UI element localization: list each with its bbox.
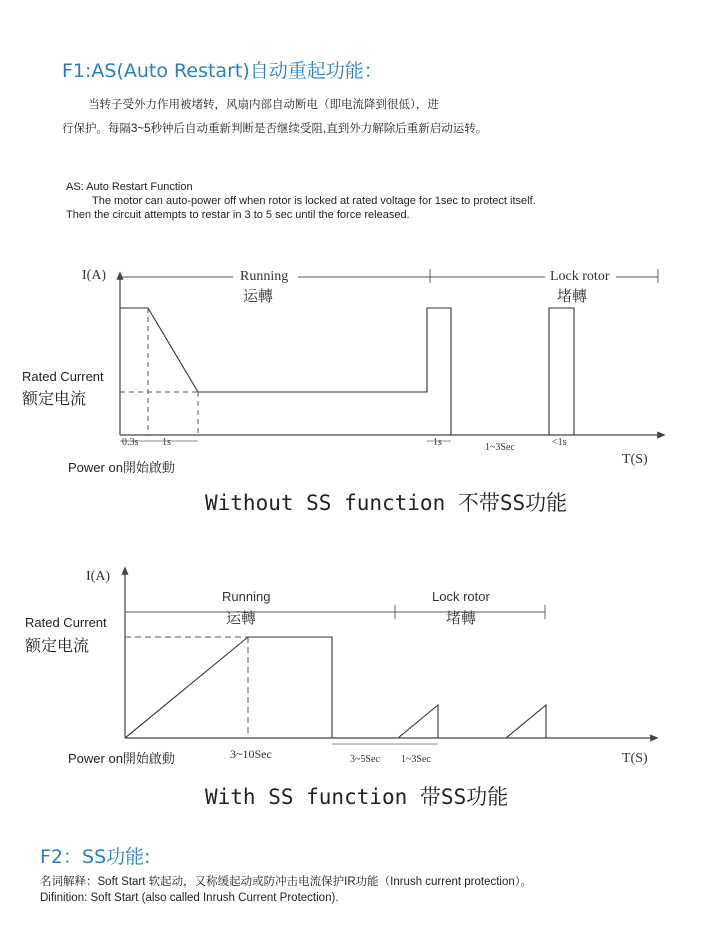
y-axis-label: I(A) (82, 268, 107, 283)
caption-with-ss: With SS function 带SS功能 (205, 785, 509, 809)
time-0-3s: 0.3s (122, 437, 139, 448)
f2-en-line: Difinition: Soft Start (also called Inrush Current Protection). (40, 892, 339, 904)
diagram-without-ss (0, 255, 720, 485)
running-label-cn-2: 运轉 (226, 609, 257, 627)
rated-current-label-1: Rated Current (22, 369, 104, 384)
time-1-3sec: 1~3Sec (485, 442, 515, 453)
soft-start-waveform (125, 637, 546, 738)
diagram-with-ss (0, 550, 720, 780)
lock-label: Lock rotor (550, 269, 610, 284)
f1-en-line1: The motor can auto-power off when rotor is locked at rated voltage for 1sec to protect itself. (92, 195, 536, 207)
lock-label-2: Lock rotor (432, 589, 490, 604)
f1-en-heading: AS: Auto Restart Function (66, 181, 193, 193)
rated-current-label-2: Rated Current (25, 615, 107, 630)
running-label-cn: 运轉 (243, 287, 274, 305)
y-axis-label-2: I(A) (86, 569, 111, 584)
time-1s-a: 1s (162, 437, 171, 448)
lock-label-cn: 堵轉 (557, 287, 588, 305)
x-axis-label-2: T(S) (622, 751, 648, 766)
rated-current-label-cn-2: 额定电流 (25, 636, 90, 655)
time-1-3sec-2: 1~3Sec (401, 754, 431, 765)
f1-title: F1:AS(Auto Restart)自动重起功能： (62, 60, 383, 82)
time-3-5sec: 3~5Sec (350, 754, 380, 765)
f2-title: F2：SS功能: (40, 846, 151, 868)
f2-cn-line: 名词解释：Soft Start 软起动，又称缓起动或防冲击电流保护IR功能（Inrush current protection）。 (40, 876, 533, 888)
f1-en-line2: Then the circuit attempts to restar in 3 to 5 sec until the force released. (66, 209, 410, 221)
caption-without-ss: Without SS function 不带SS功能 (205, 491, 568, 515)
time-1s-b: 1s (433, 437, 442, 448)
f1-cn-line2: 行保护。每隔3~5秒钟后自动重新判断是否继续受阻,直到外力解除后重新启动运转。 (62, 123, 488, 135)
current-waveform (120, 308, 574, 435)
f1-cn-line1: 当转子受外力作用被堵转，风扇内部自动断电（即电流降到很低），进 (88, 99, 439, 111)
x-axis-label: T(S) (622, 452, 648, 467)
time-lt-1s: <1s (552, 437, 567, 448)
time-3-10sec: 3~10Sec (230, 747, 272, 761)
running-label-2: Running (222, 589, 271, 604)
power-on-label-2: Power on開始啟動 (68, 751, 175, 766)
lock-label-cn-2: 堵轉 (446, 609, 477, 627)
power-on-label-1: Power on開始啟動 (68, 460, 175, 475)
rated-current-label-cn-1: 额定电流 (22, 389, 87, 408)
running-label: Running (240, 269, 289, 284)
